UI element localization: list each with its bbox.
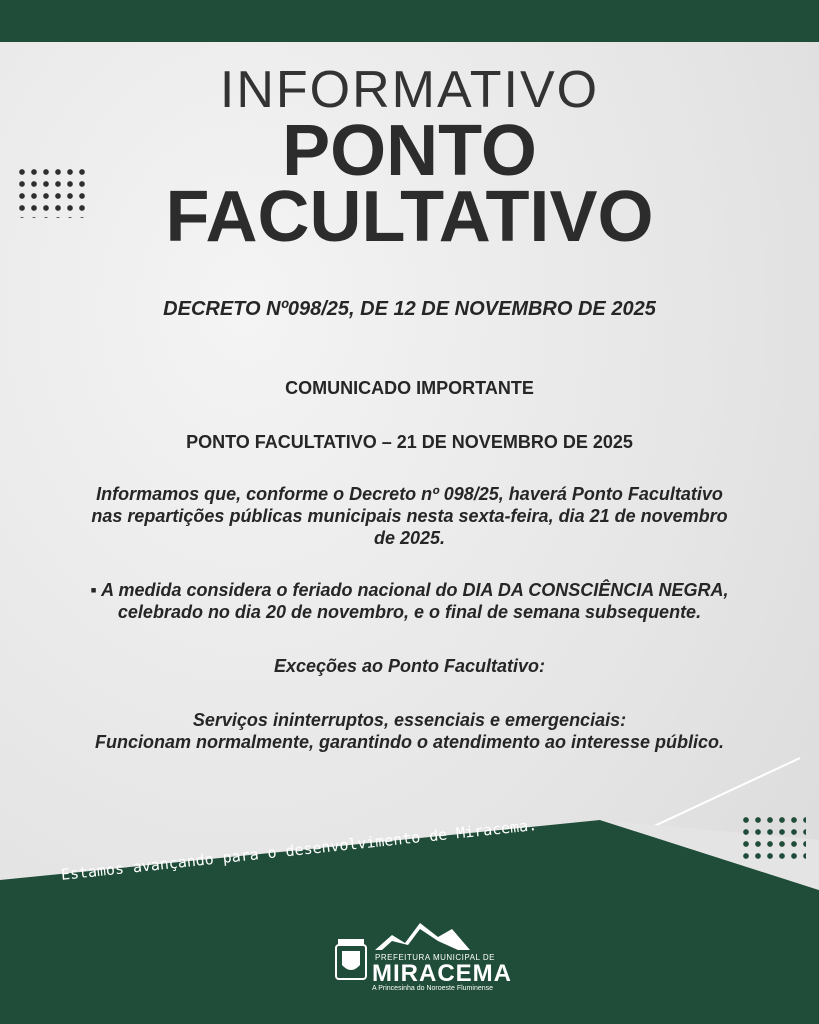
decree-heading: DECRETO Nº098/25, DE 12 DE NOVEMBRO DE 2025 [163, 298, 656, 320]
coat-of-arms-icon [336, 939, 366, 979]
logo-name: MIRACEMA [372, 960, 512, 987]
mountain-icon [375, 923, 470, 950]
comunicado-heading: COMUNICADO IMPORTANTE [285, 378, 534, 398]
info-paragraph [30, 483, 789, 549]
medida-line: celebrado no dia 20 de novembro, e o final de semana subsequente. [117, 602, 702, 622]
info-line: nas repartições públicas municipais nesta sexta-feira, dia 21 de novembro [91, 506, 728, 526]
servicos-line: Serviços ininterruptos, essenciais e emergenciais: [192, 710, 627, 730]
top-bar [0, 0, 819, 42]
logo-subtitle: PREFEITURA MUNICIPAL DE [375, 953, 495, 962]
dot-grid-decoration [740, 814, 806, 862]
info-line: de 2025. [373, 528, 446, 548]
slogan-text: Estamos avançando para o desenvolvimento de Miracema. [60, 815, 538, 884]
logo-tagline: A Princesinha do Noroeste Fluminense [372, 985, 494, 992]
medida-line: ▪ A medida considera o feriado nacional do DIA DA CONSCIÊNCIA NEGRA, [90, 580, 729, 600]
title-line-ponto: PONTO [282, 111, 537, 191]
title-ponto-facultativo [0, 111, 819, 257]
title-informativo: INFORMATIVO [219, 61, 600, 119]
info-line: Informamos que, conforme o Decreto nº 098/25, haverá Ponto Facultativo [96, 484, 723, 504]
ponto-date-heading: PONTO FACULTATIVO – 21 DE NOVEMBRO DE 2025 [186, 432, 633, 452]
medida-paragraph [30, 579, 789, 623]
title-line-facultativo: FACULTATIVO [165, 177, 654, 257]
servicos-line: Funcionam normalmente, garantindo o atendimento ao interesse público. [94, 732, 725, 752]
excecoes-heading: Exceções ao Ponto Facultativo: [273, 656, 546, 676]
